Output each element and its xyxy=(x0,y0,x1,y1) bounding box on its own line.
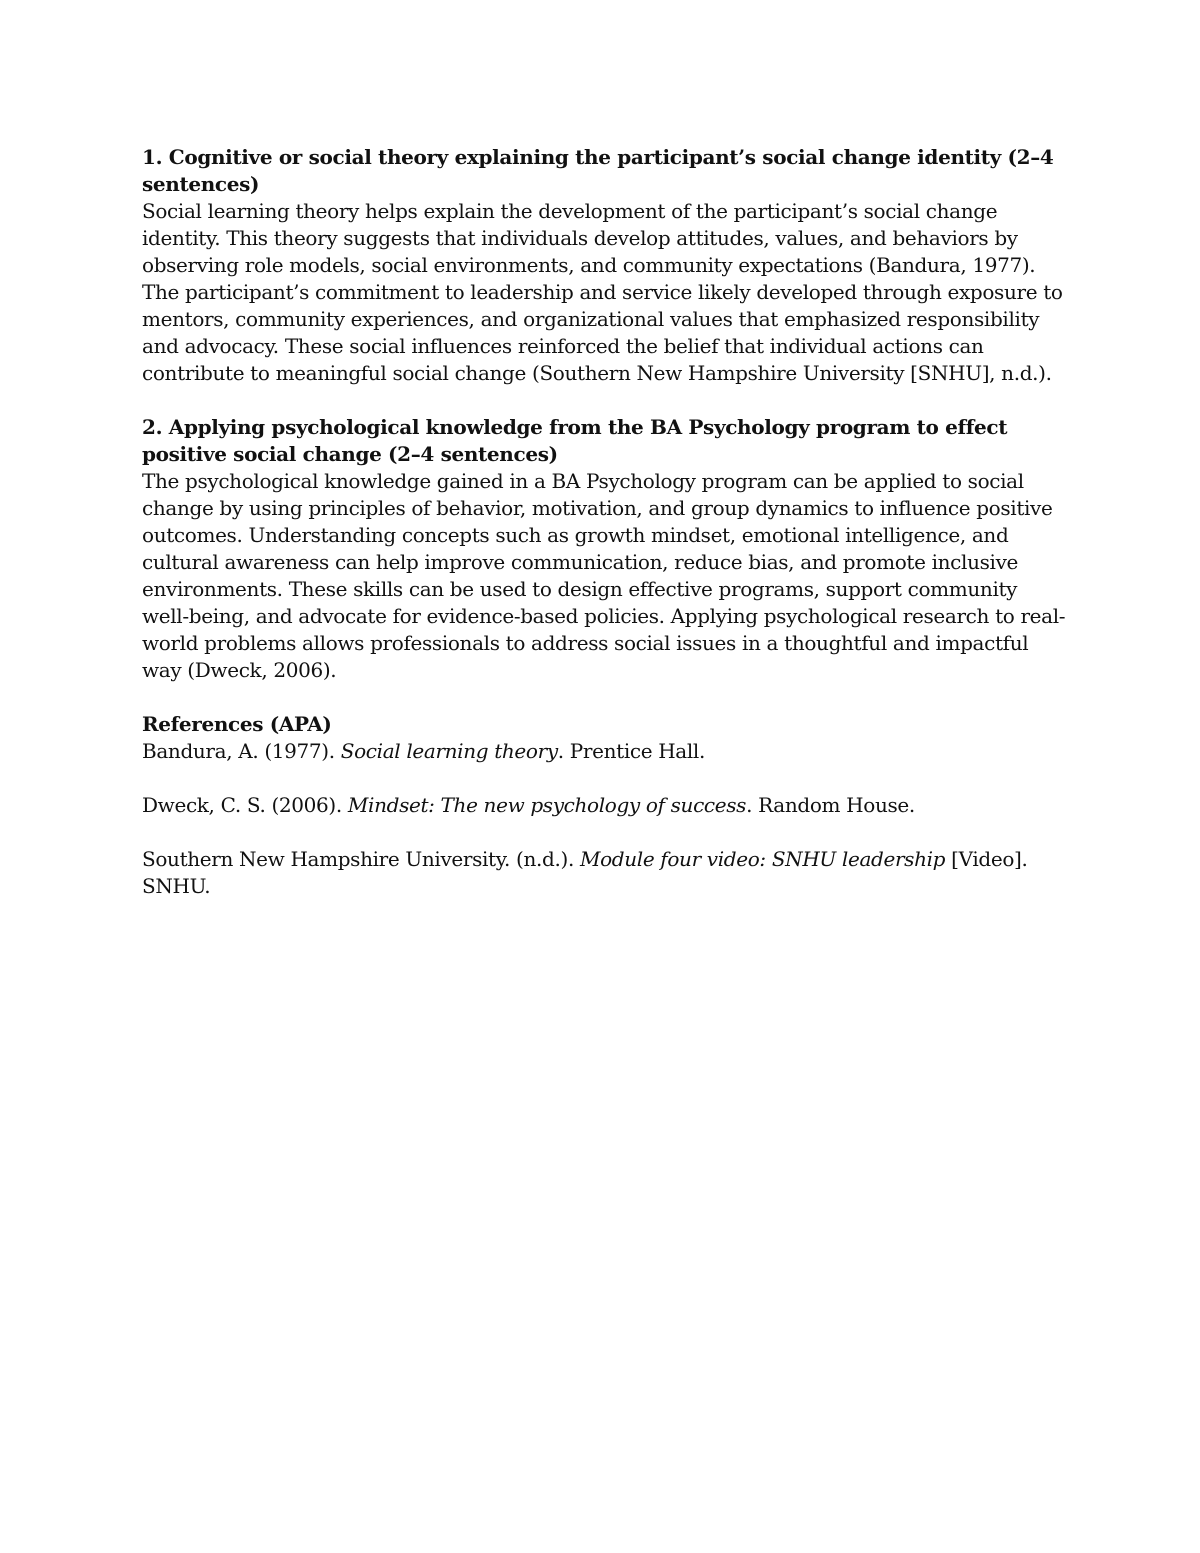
document-page xyxy=(142,144,1067,927)
reference-authors: Bandura, A. (1977). xyxy=(142,739,341,763)
reference-entry xyxy=(142,738,1067,765)
reference-entry xyxy=(142,846,1067,900)
reference-entry xyxy=(142,792,1067,819)
section-social-change-identity xyxy=(142,144,1067,387)
reference-title: Social learning theory xyxy=(340,739,558,763)
section-body: The psychological knowledge gained in a BA Psychology program can be applied to social change by using principles of behavior, motivation, and group dynamics to influence positive outcomes. Understanding concepts such as growth mindset, emotional intelligence, and cultural awareness can help improve communication, reduce bias, and promote inclusive environments. These skills can be used to design effective programs, support community well-being, and advocate for evidence-based policies. Applying psychological research to real-world problems allows professionals to address social issues in a thoughtful and impactful way (Dweck, 2006). xyxy=(142,469,1066,682)
reference-title: Mindset: The new psychology of success xyxy=(347,793,747,817)
reference-title: Module four video: SNHU leadership xyxy=(579,847,946,871)
section-heading: 1. Cognitive or social theory explaining the participant’s social change identity (2–4 sentences) xyxy=(142,145,1054,196)
reference-publisher: . Random House. xyxy=(746,793,915,817)
references-section xyxy=(142,711,1067,900)
reference-authors: Dweck, C. S. (2006). xyxy=(142,793,348,817)
section-body: Social learning theory helps explain the development of the participant’s social change identity. This theory suggests that individuals develop attitudes, values, and behaviors by observing role models, social environments, and community expectations (Bandura, 1977). The participant’s commitment to leadership and service likely developed through exposure to mentors, community experiences, and organizational values that emphasized responsibility and advocacy. These social influences reinforced the belief that individual actions can contribute to meaningful social change (Southern New Hampshire University [SNHU], n.d.). xyxy=(142,199,1063,385)
references-heading: References (APA) xyxy=(142,712,332,736)
reference-publisher: [Video]. SNHU. xyxy=(142,847,1028,898)
section-heading: 2. Applying psychological knowledge from the BA Psychology program to effect positive social change (2–4 sentences) xyxy=(142,415,1008,466)
reference-authors: Southern New Hampshire University. (n.d.). xyxy=(142,847,580,871)
reference-publisher: . Prentice Hall. xyxy=(557,739,705,763)
section-applying-psychology xyxy=(142,414,1067,684)
